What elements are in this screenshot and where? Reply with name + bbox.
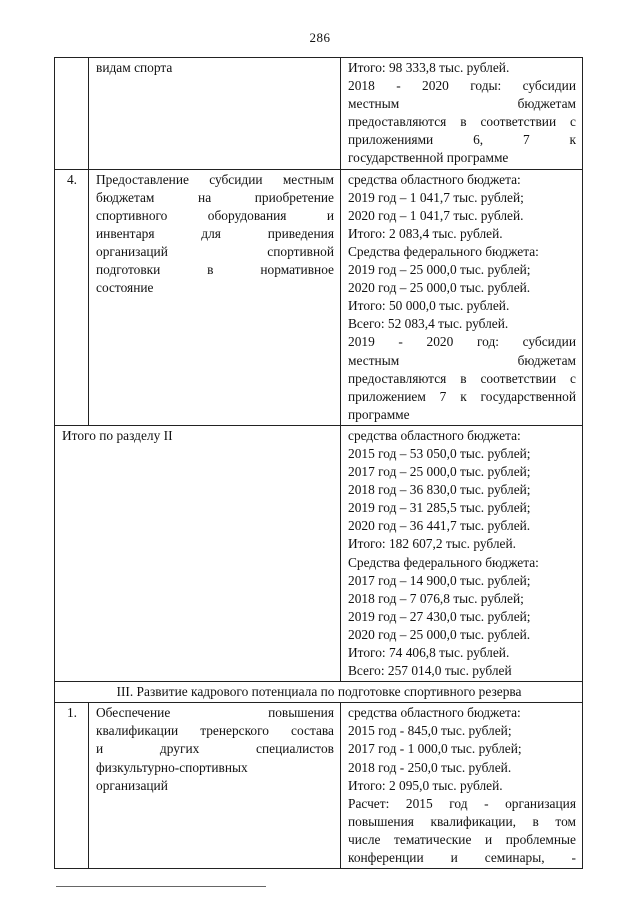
funding-line: предоставляются в соответствии с bbox=[348, 114, 576, 130]
activity-name-line: квалификации тренерского состава bbox=[96, 723, 334, 739]
funding-line: местным бюджетам bbox=[348, 352, 576, 368]
activity-name-line: бюджетам на приобретение bbox=[96, 189, 334, 205]
funding-line: средства областного бюджета: bbox=[348, 705, 521, 721]
activity-name-line: физкультурно-спортивных bbox=[96, 759, 248, 775]
page-number: 286 bbox=[309, 30, 331, 45]
funding-line: 2017 год - 1 000,0 тыс. рублей; bbox=[348, 741, 522, 757]
table-row bbox=[55, 58, 583, 170]
row-number-cell bbox=[55, 58, 89, 170]
funding-line: Итого: 74 406,8 тыс. рублей. bbox=[348, 645, 510, 660]
activity-name-line: инвентаря для приведения bbox=[96, 225, 334, 241]
funding-line: Средства федерального бюджета: bbox=[348, 243, 539, 259]
funding-line: местным бюджетам bbox=[348, 96, 576, 112]
funding-line: Итого: 98 333,8 тыс. рублей. bbox=[348, 60, 510, 75]
funding-line: 2019 год – 1 041,7 тыс. рублей; bbox=[348, 189, 524, 205]
table-row bbox=[55, 169, 583, 425]
section-heading-row bbox=[55, 682, 583, 703]
activity-name-line: организаций bbox=[96, 777, 168, 793]
funding-line: Итого: 2 083,4 тыс. рублей. bbox=[348, 225, 503, 241]
funding-line: Средства федерального бюджета: bbox=[348, 554, 539, 570]
funding-line: государственной программе bbox=[348, 150, 509, 166]
funding-line: Всего: 52 083,4 тыс. рублей. bbox=[348, 316, 509, 332]
funding-line: программе bbox=[348, 406, 410, 422]
program-table bbox=[54, 57, 583, 869]
funding-cell bbox=[341, 169, 583, 425]
funding-line: средства областного бюджета: bbox=[348, 171, 521, 187]
funding-line: приложением 7 к государственной bbox=[348, 388, 576, 404]
funding-line: 2020 год – 25 000,0 тыс. рублей. bbox=[348, 626, 531, 642]
funding-line: Итого: 182 607,2 тыс. рублей. bbox=[348, 536, 517, 552]
activity-name-line: Предоставление субсидии местным bbox=[96, 171, 334, 187]
activity-name-line: подготовки в нормативное bbox=[96, 262, 334, 278]
funding-line: 2020 год – 36 441,7 тыс. рублей. bbox=[348, 518, 531, 534]
funding-line: 2019 - 2020 год: субсидии bbox=[348, 334, 576, 350]
activity-name-line: состояние bbox=[96, 280, 154, 296]
section-total-row bbox=[55, 425, 583, 681]
funding-line: 2018 год - 250,0 тыс. рублей. bbox=[348, 759, 512, 775]
table-row bbox=[55, 703, 583, 869]
funding-line: Итого: 50 000,0 тыс. рублей. bbox=[348, 298, 510, 314]
funding-line: 2018 - 2020 годы: субсидии bbox=[348, 78, 576, 94]
funding-line: повышения квалификации, в том bbox=[348, 813, 576, 829]
funding-line: Расчет: 2015 год - организация bbox=[348, 795, 576, 811]
funding-cell bbox=[341, 58, 583, 170]
row-number-cell: 1. bbox=[55, 703, 89, 869]
funding-line: приложениями 6, 7 к bbox=[348, 132, 576, 148]
activity-name-line: организаций спортивной bbox=[96, 243, 334, 259]
funding-line: Всего: 257 014,0 тыс. рублей bbox=[348, 663, 512, 679]
section-total-label: Итого по разделу II bbox=[55, 425, 341, 681]
funding-line: 2020 год – 25 000,0 тыс. рублей. bbox=[348, 280, 531, 296]
funding-line: 2017 год – 25 000,0 тыс. рублей; bbox=[348, 464, 531, 480]
activity-name-line: Обеспечение повышения bbox=[96, 705, 334, 721]
funding-line: 2017 год – 14 900,0 тыс. рублей; bbox=[348, 572, 531, 588]
funding-line: 2019 год – 25 000,0 тыс. рублей; bbox=[348, 262, 531, 278]
activity-name-line: и других специалистов bbox=[96, 741, 334, 757]
funding-line: средства областного бюджета: bbox=[348, 427, 521, 443]
funding-line: Итого: 2 095,0 тыс. рублей. bbox=[348, 777, 503, 793]
funding-line: 2015 год – 53 050,0 тыс. рублей; bbox=[348, 445, 531, 461]
funding-cell bbox=[341, 425, 583, 681]
funding-line: 2015 год - 845,0 тыс. рублей; bbox=[348, 723, 512, 739]
funding-line: 2019 год – 31 285,5 тыс. рублей; bbox=[348, 500, 531, 516]
funding-line: 2020 год – 1 041,7 тыс. рублей. bbox=[348, 207, 524, 223]
activity-name-line: видам спорта bbox=[96, 60, 173, 75]
row-number-cell: 4. bbox=[55, 169, 89, 425]
funding-line: предоставляются в соответствии с bbox=[348, 370, 576, 386]
activity-name-cell bbox=[89, 703, 341, 869]
funding-line: числе тематические и проблемные bbox=[348, 831, 576, 847]
funding-line: конференции и семинары, - bbox=[348, 850, 576, 866]
funding-line: 2018 год – 7 076,8 тыс. рублей; bbox=[348, 590, 524, 606]
activity-name-cell bbox=[89, 58, 341, 170]
activity-name-line: спортивного оборудования и bbox=[96, 207, 334, 223]
section-heading: III. Развитие кадрового потенциала по подготовке спортивного резерва bbox=[55, 682, 583, 703]
funding-cell bbox=[341, 703, 583, 869]
scan-edge-line bbox=[56, 886, 266, 887]
funding-line: 2019 год – 27 430,0 тыс. рублей; bbox=[348, 608, 531, 624]
funding-line: 2018 год – 36 830,0 тыс. рублей; bbox=[348, 482, 531, 498]
activity-name-cell bbox=[89, 169, 341, 425]
